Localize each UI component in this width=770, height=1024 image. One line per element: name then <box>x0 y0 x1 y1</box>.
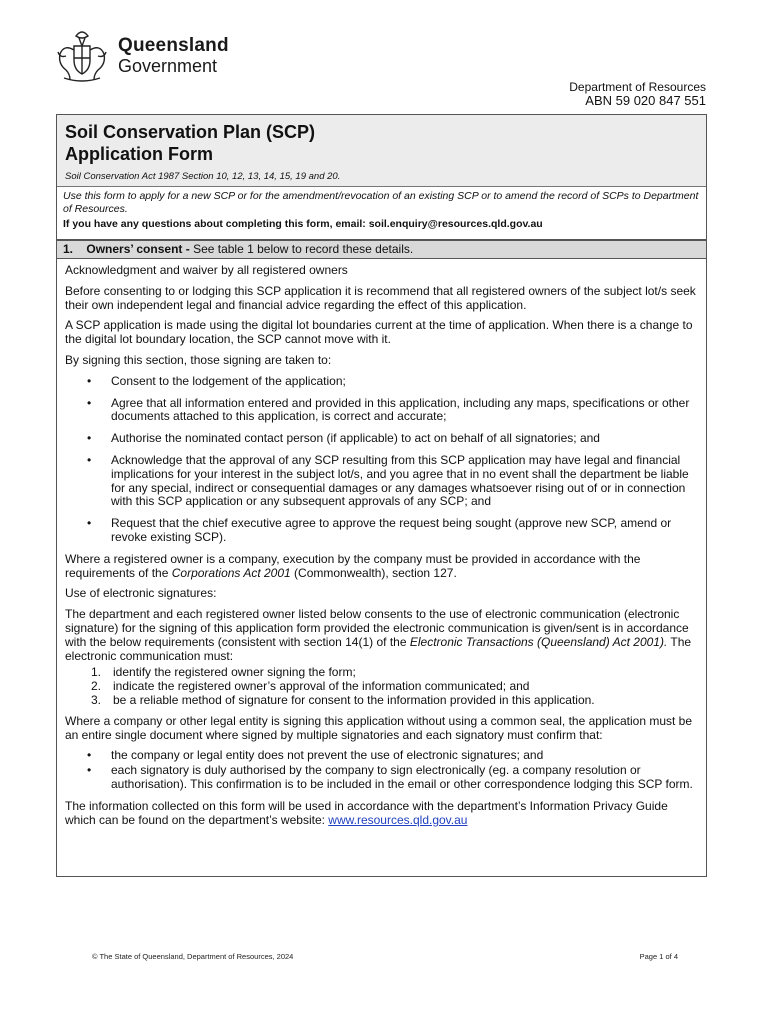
text-span: The information collected on this form will be used in accordance with the department’s Information Privacy Guide which can be found on the department’s website: <box>65 798 668 827</box>
text-span: Where a registered owner is a company, execution by the company must be provided in accordance with the requirements of the <box>65 551 641 580</box>
section-number: 1. <box>63 242 74 256</box>
enquiry-email-line: If you have any questions about completing this form, email: soil.enquiry@resources.qld.gov.au <box>63 218 543 230</box>
list-item: • Request that the chief executive agree to approve the request being sought (approve new SCP, amend or revoke existing SCP). <box>65 517 698 545</box>
paragraph-company <box>65 553 698 581</box>
department-name: Department of Resources <box>569 80 706 94</box>
form-title-line2: Application Form <box>65 144 213 164</box>
department-info <box>569 80 706 108</box>
form-title-box <box>56 114 707 240</box>
requirements-list <box>65 666 698 707</box>
form-title <box>65 121 698 165</box>
list-item <box>65 694 698 708</box>
list-number: 3. <box>91 692 102 707</box>
paragraph: By signing this section, those signing are taken to: <box>65 352 332 367</box>
abn: ABN 59 020 847 551 <box>585 93 706 108</box>
section-owners-consent <box>56 240 707 877</box>
logo-line-queensland: Queensland <box>118 35 229 56</box>
act-name: Electronic Transactions (Queensland) Act 2001). <box>409 634 668 649</box>
list-item: • Agree that all information entered and provided in this application, including any maps, specifications or other documents attached to this application, is correct and accurate; <box>65 397 698 425</box>
logo-line-government: Government <box>118 56 218 76</box>
form-title-header <box>57 115 706 187</box>
list-item: • Consent to the lodgement of the application; <box>65 375 698 389</box>
section-body <box>57 259 706 839</box>
footer-page-number: Page 1 of 4 <box>639 952 678 961</box>
website-link[interactable]: www.resources.qld.gov.au <box>328 812 468 827</box>
list-item: • each signatory is duly authorised by the company to sign electronically (eg. a company resolution or authorisation). This confirmation is to be included in the email or other correspondence lodging this SCP form. <box>65 764 698 792</box>
text-span: (Commonwealth), section 127. <box>290 565 457 580</box>
list-number: 1. <box>91 665 102 680</box>
list-item <box>65 666 698 680</box>
list-text: be a reliable method of signature for consent to the information provided in this application. <box>113 692 595 707</box>
paragraph-electronic <box>65 608 698 663</box>
footer-copyright: © The State of Queensland, Department of Resources, 2024 <box>92 952 294 961</box>
list-text: indicate the registered owner’s approval of the information communicated; and <box>113 679 530 694</box>
list-item: • Authorise the nominated contact person (if applicable) to act on behalf of all signatories; and <box>65 432 698 446</box>
list-item: • Acknowledge that the approval of any SCP resulting from this SCP application may have legal and financial implications for your interest in the subject lot/s, and you agree that in no event shall the department be liable for any special, indirect or consequential damages or any damages whatsoever rising out of or in connection with this SCP application or any subsequent approvals of any SCP; and <box>65 454 698 509</box>
list-item <box>65 680 698 694</box>
consent-list <box>65 375 698 545</box>
paragraph-privacy <box>65 800 698 828</box>
text-span: The electronic communication must: <box>65 634 692 663</box>
section-heading-note: See table 1 below to record these details. <box>193 242 414 256</box>
act-name: Corporations Act 2001 <box>171 565 291 580</box>
act-reference: Soil Conservation Act 1987 Section 10, 12, 13, 14, 15, 19 and 20. <box>65 171 341 182</box>
list-item: • the company or legal entity does not prevent the use of electronic signatures; and <box>65 749 698 763</box>
coat-of-arms-icon <box>52 28 112 84</box>
form-title-line1: Soil Conservation Plan (SCP) <box>65 122 316 142</box>
paragraph: Use of electronic signatures: <box>65 586 217 601</box>
list-text: identify the registered owner signing the form; <box>113 665 356 680</box>
logo-wordmark <box>118 36 229 75</box>
paragraph: Before consenting to or lodging this SCP application it is recommend that all registered owners of the subject lot/s seek their own independent legal and financial advice regarding the effect of this application. <box>65 283 696 312</box>
text-span: The department and each registered owner listed below consents to the use of electronic communication (electronic signature) for the signing of this application form provided the electronic communication is given/sent is in accordance with the below requirements (consistent with section 14(1) of the <box>65 607 689 649</box>
paragraph: Acknowledgment and waiver by all registered owners <box>65 263 348 277</box>
confirm-list <box>65 749 698 791</box>
section-heading <box>57 241 706 259</box>
list-number: 2. <box>91 679 102 694</box>
section-heading-title: Owners’ consent - <box>86 242 194 256</box>
form-intro: Use this form to apply for a new SCP or for the amendment/revocation of an existing SCP or to amend the record of SCPs to Department of Resources. <box>63 190 699 215</box>
paragraph: A SCP application is made using the digital lot boundaries current at the time of application. When there is a change to the digital lot boundary location, the SCP cannot move with it. <box>65 318 693 347</box>
paragraph: Where a company or other legal entity is signing this application without using a common seal, the application must be an entire single document where signed by multiple signatories and each signatory must confirm that: <box>65 713 693 742</box>
